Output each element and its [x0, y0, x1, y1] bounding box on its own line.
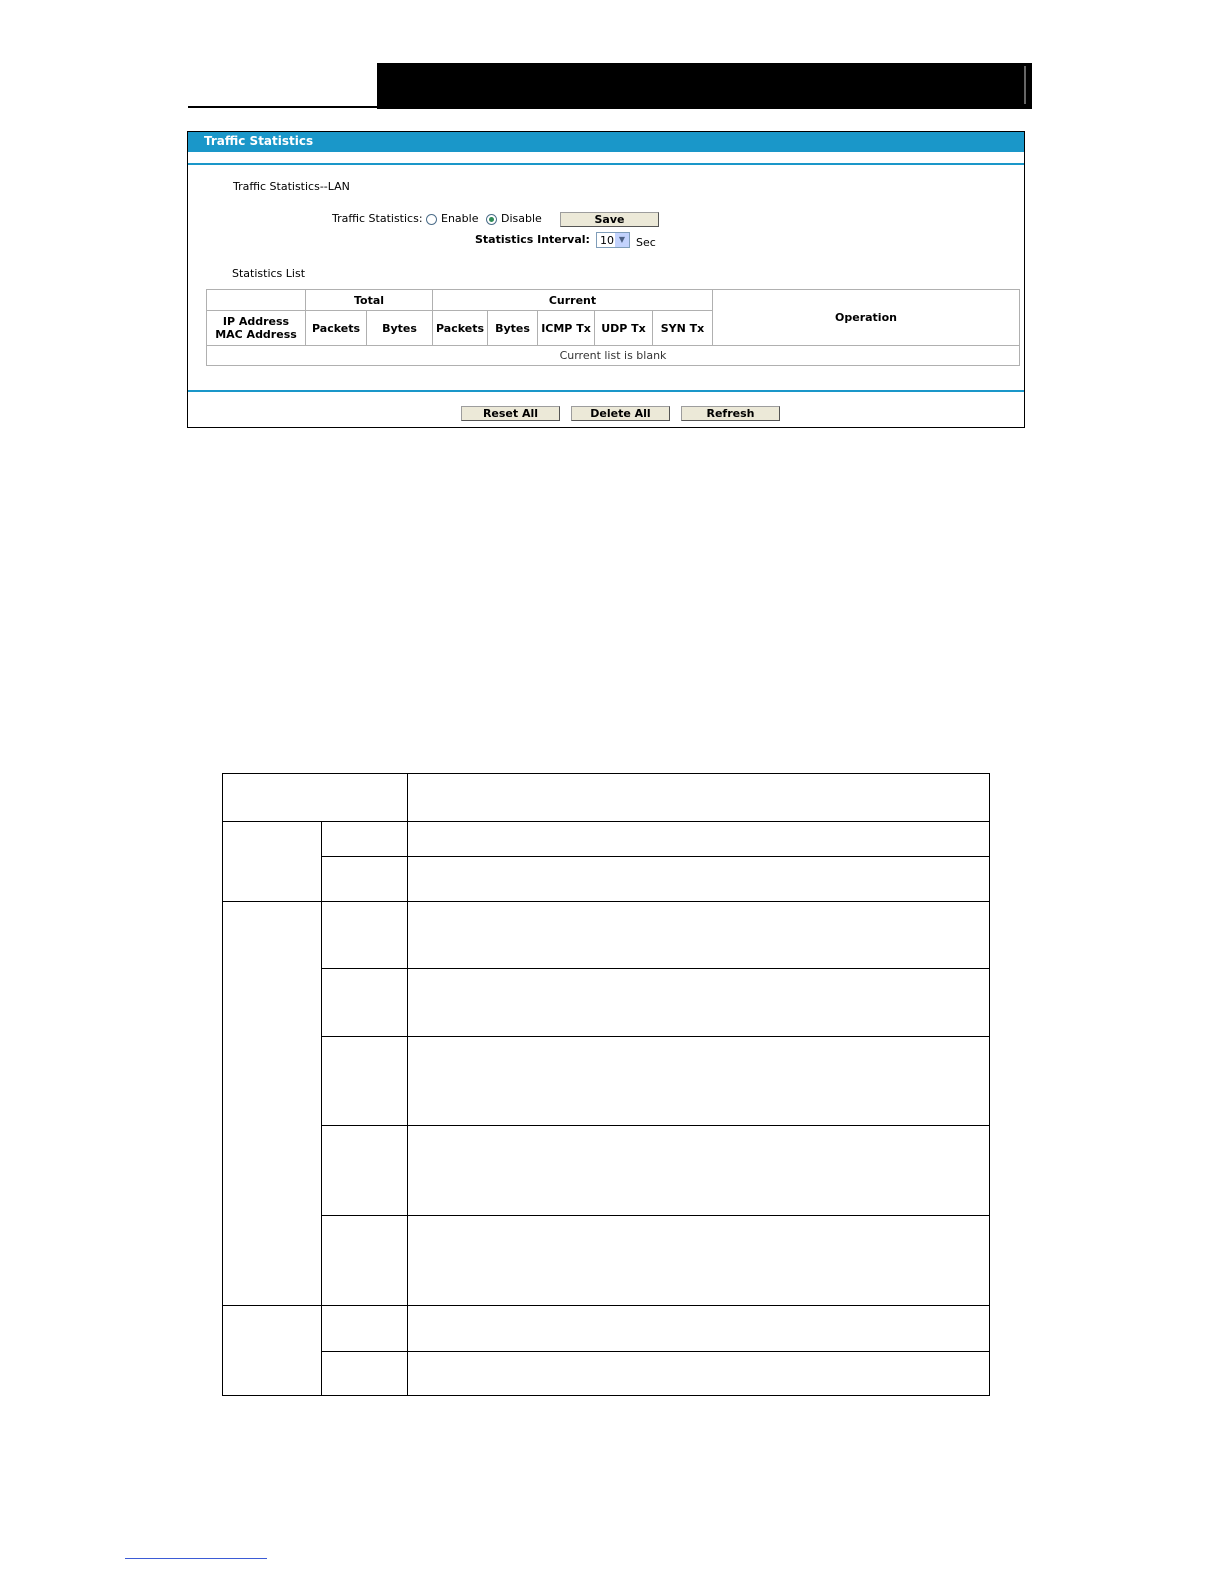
chevron-down-icon: ▼: [615, 233, 629, 247]
param-desc-cell: [408, 1037, 990, 1126]
header-mac-address: MAC Address: [215, 328, 297, 341]
param-desc-cell: [408, 822, 990, 857]
param-sub-cell: [322, 1037, 408, 1126]
param-desc-cell: [408, 1306, 990, 1352]
traffic-statistics-panel: [187, 131, 1025, 428]
disable-radio-label: Disable: [501, 212, 542, 225]
param-sub-cell: [322, 822, 408, 857]
save-button[interactable]: Save: [560, 212, 659, 227]
header-rule: [188, 106, 378, 108]
header-blank: [207, 290, 306, 311]
header-divider: [1024, 66, 1026, 104]
param-group-cell: [223, 902, 322, 1306]
param-group-cell: [223, 1306, 322, 1396]
parameter-table: [222, 773, 990, 1396]
header-current: Current: [433, 290, 713, 311]
refresh-button[interactable]: Refresh: [681, 406, 780, 421]
param-group-cell: [223, 822, 322, 902]
param-desc-cell: [408, 1352, 990, 1396]
header-udp-tx: UDP Tx: [595, 311, 653, 346]
param-sub-cell: [322, 902, 408, 969]
enable-radio-label: Enable: [441, 212, 479, 225]
enable-radio[interactable]: [426, 214, 437, 225]
param-sub-cell: [322, 1352, 408, 1396]
header-icmp-tx: ICMP Tx: [538, 311, 595, 346]
param-desc-cell: [408, 969, 990, 1037]
panel-title: Traffic Statistics: [188, 132, 1024, 152]
param-sub-cell: [322, 857, 408, 902]
panel-divider-top: [188, 163, 1024, 165]
panel-divider-bottom: [188, 390, 1024, 392]
param-header-desc: [408, 774, 990, 822]
param-header-cell: [223, 774, 408, 822]
traffic-statistics-label: Traffic Statistics:: [332, 212, 423, 225]
header-current-packets: Packets: [433, 311, 488, 346]
header-syn-tx: SYN Tx: [653, 311, 713, 346]
header-total-bytes: Bytes: [367, 311, 433, 346]
header-operation: Operation: [713, 290, 1020, 346]
header-ip-mac: [207, 311, 306, 346]
header-ip-address: IP Address: [222, 315, 290, 328]
reset-all-button[interactable]: Reset All: [461, 406, 560, 421]
section-label-lan: Traffic Statistics--LAN: [233, 180, 350, 193]
param-desc-cell: [408, 1126, 990, 1216]
statistics-interval-select[interactable]: [596, 232, 630, 248]
empty-list-message: Current list is blank: [207, 346, 1020, 366]
statistics-interval-label: Statistics Interval:: [475, 233, 590, 246]
param-desc-cell: [408, 1216, 990, 1306]
interval-value: 10: [600, 234, 614, 247]
header-total-packets: Packets: [306, 311, 367, 346]
header-current-bytes: Bytes: [488, 311, 538, 346]
param-sub-cell: [322, 1126, 408, 1216]
param-sub-cell: [322, 1216, 408, 1306]
param-sub-cell: [322, 1306, 408, 1352]
statistics-list-label: Statistics List: [232, 267, 306, 280]
param-desc-cell: [408, 857, 990, 902]
delete-all-button[interactable]: Delete All: [571, 406, 670, 421]
statistics-table: [206, 289, 1020, 366]
header-total: Total: [306, 290, 433, 311]
footer-link-underline: [125, 1558, 267, 1559]
header-bar: [377, 63, 1032, 109]
disable-radio[interactable]: [486, 214, 497, 225]
param-desc-cell: [408, 902, 990, 969]
interval-unit: Sec: [636, 236, 656, 249]
param-sub-cell: [322, 969, 408, 1037]
